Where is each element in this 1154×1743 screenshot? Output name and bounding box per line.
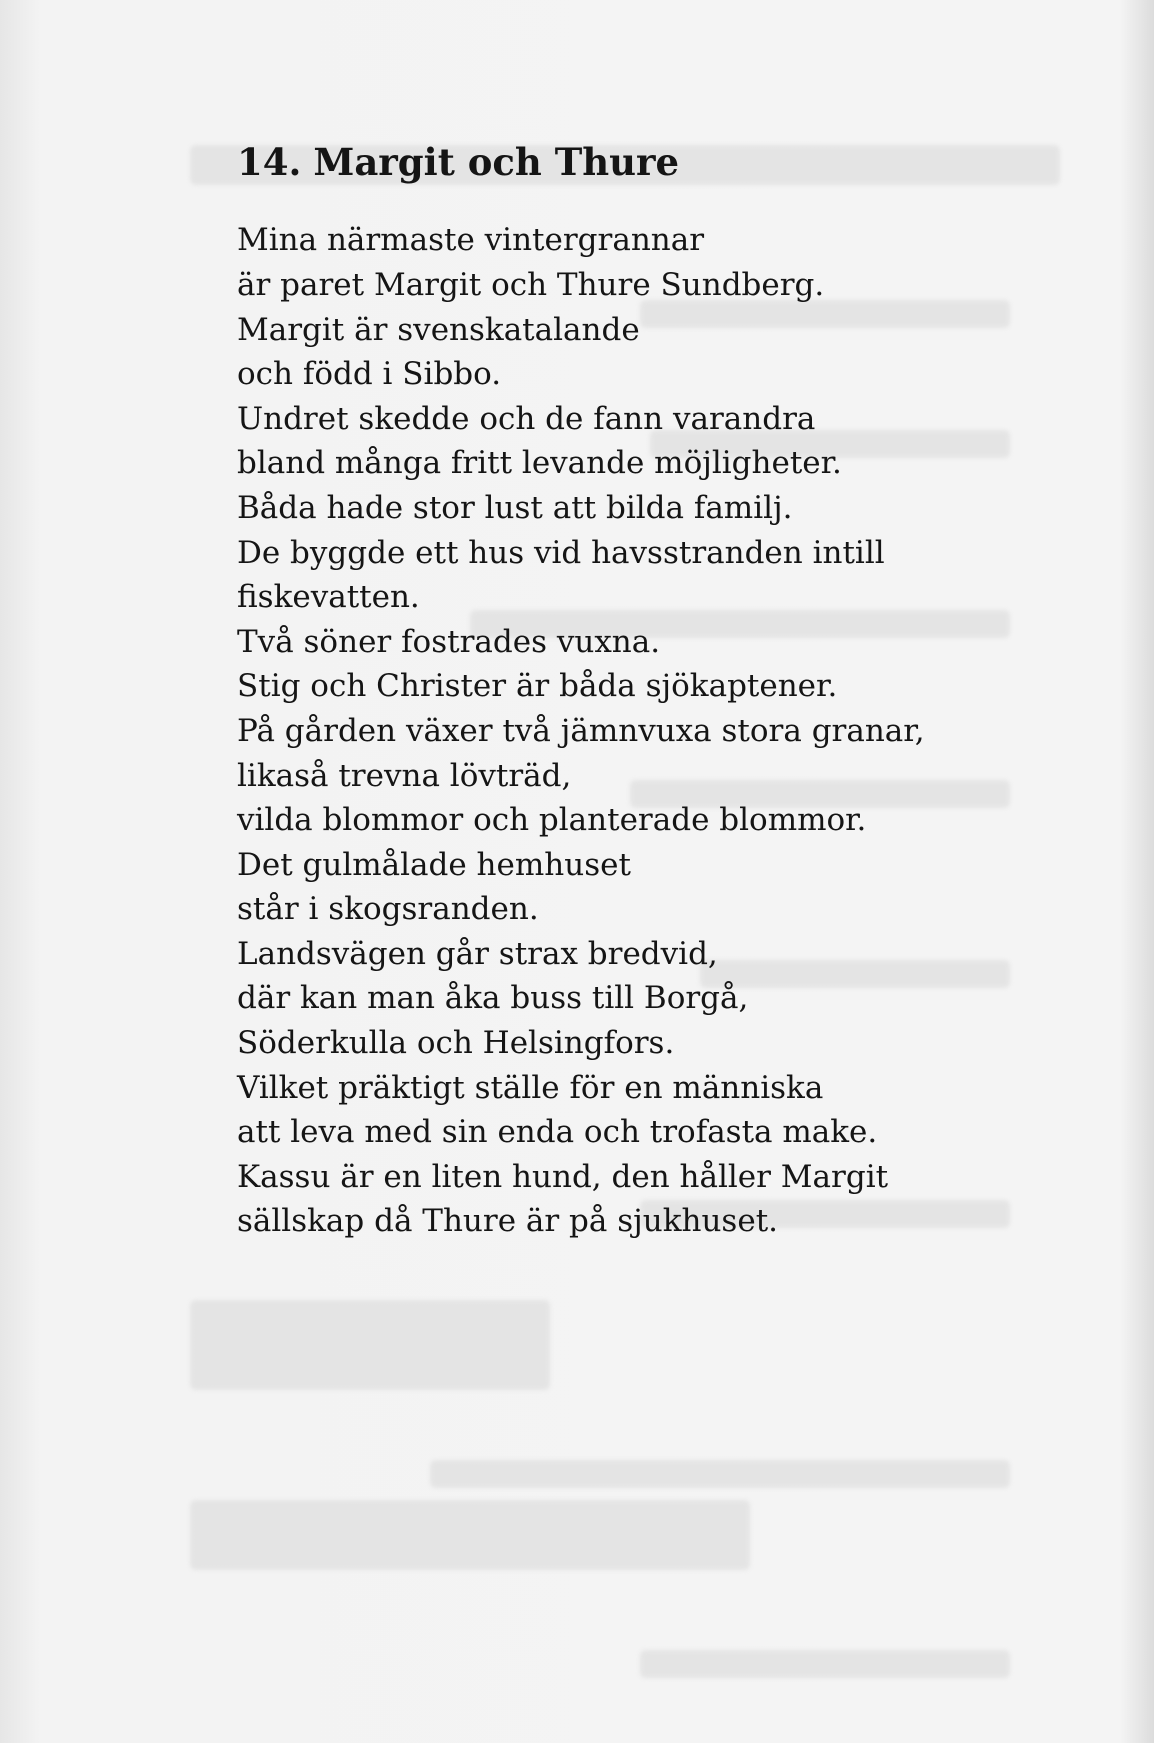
poem-line: Det gulmålade hemhuset — [237, 846, 631, 883]
poem-line: På gården växer två jämnvuxa stora granar, — [237, 712, 925, 749]
poem-line: sällskap då Thure är på sjukhuset. — [237, 1203, 779, 1240]
poem-body — [237, 218, 1057, 1244]
poem-line: bland många fritt levande möjligheter. — [237, 445, 842, 482]
poem-line: att leva med sin enda och trofasta make. — [237, 1114, 878, 1151]
poem-line: står i skogsranden. — [237, 891, 539, 928]
poem-line: där kan man åka buss till Borgå, — [237, 980, 749, 1017]
poem-line: Båda hade stor lust att bilda familj. — [237, 489, 793, 526]
poem-line: Landsvägen går strax bredvid, — [237, 935, 718, 972]
chapter-title: Margit och Thure — [313, 140, 680, 184]
poem-line: Margit är svenskatalande — [237, 311, 640, 348]
poem-line: är paret Margit och Thure Sundberg. — [237, 266, 825, 303]
poem-line: Undret skedde och de fann varandra — [237, 400, 816, 437]
poem-line: Kassu är en liten hund, den håller Margit — [237, 1158, 889, 1195]
poem-line: och född i Sibbo. — [237, 356, 502, 393]
poem-line: vilda blommor och planterade blommor. — [237, 802, 867, 839]
poem-line: De byggde ett hus vid havsstranden intill — [237, 534, 885, 571]
poem-line: likaså trevna lövträd, — [237, 757, 572, 794]
chapter-heading — [237, 140, 1057, 184]
poem-line: Vilket präktigt ställe för en människa — [237, 1069, 824, 1106]
poem-line: Två söner fostrades vuxna. — [237, 623, 661, 660]
poem-line: Söderkulla och Helsingfors. — [237, 1025, 675, 1062]
page-content — [237, 140, 1057, 1244]
poem-line: fiskevatten. — [237, 579, 420, 616]
chapter-number: 14. — [237, 140, 302, 184]
poem-line: Mina närmaste vintergrannar — [237, 222, 705, 259]
poem-line: Stig och Christer är båda sjökaptener. — [237, 668, 838, 705]
